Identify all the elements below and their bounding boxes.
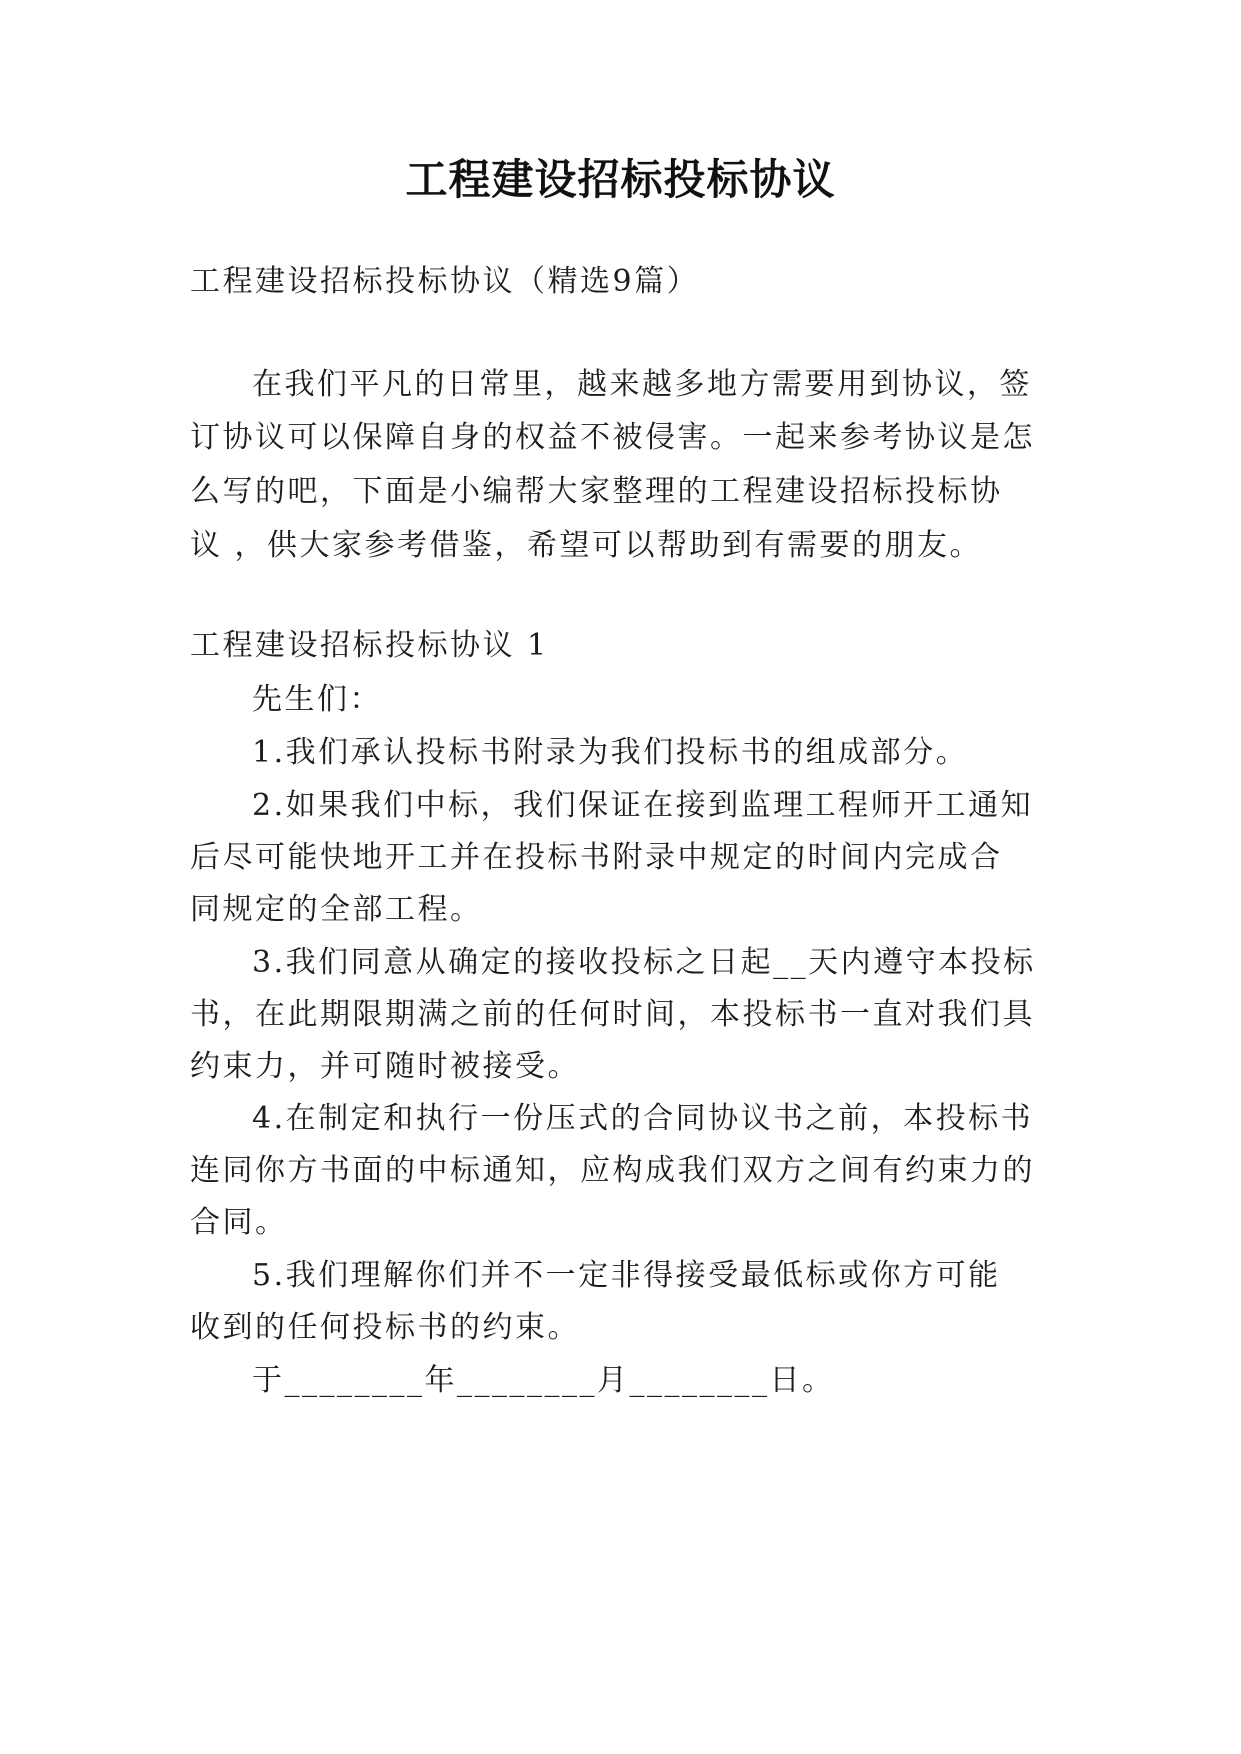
intro-line-3: 么写的吧，下面是小编帮大家整理的工程建设招标投标协 — [190, 474, 1003, 509]
intro-line-2: 订协议可以保障自身的权益不被侵害。一起来参考协议是怎 — [190, 420, 1035, 455]
item-2-line-1: 2.如果我们中标，我们保证在接到监理工程师开工通知 — [252, 788, 1034, 823]
intro-line-4: 议 ，供大家参考借鉴，希望可以帮助到有需要的朋友。 — [190, 528, 983, 563]
item-4-line-1: 4.在制定和执行一份压式的合同协议书之前，本投标书 — [252, 1101, 1034, 1136]
item-2-line-2: 后尽可能快地开工并在投标书附录中规定的时间内完成合 — [190, 840, 1003, 875]
salutation: 先生们： — [252, 682, 382, 717]
item-4-line-3: 合同。 — [190, 1205, 288, 1240]
item-3-line-3: 约束力，并可随时被接受。 — [190, 1049, 580, 1084]
intro-line-1: 在我们平凡的日常里，越来越多地方需要用到协议，签 — [252, 367, 1032, 402]
date-line: 于________年________月________日。 — [252, 1363, 835, 1398]
document-title: 工程建设招标投标协议 — [405, 155, 836, 204]
item-2-line-3: 同规定的全部工程。 — [190, 892, 483, 927]
item-5-line-1: 5.我们理解你们并不一定非得接受最低标或你方可能 — [252, 1258, 1001, 1293]
item-5-line-2: 收到的任何投标书的约束。 — [190, 1310, 580, 1345]
document-subtitle: 工程建设招标投标协议（精选9篇） — [190, 264, 700, 299]
item-3-line-2: 书，在此期限期满之前的任何时间，本投标书一直对我们具 — [190, 997, 1035, 1032]
item-3-line-1: 3.我们同意从确定的接收投标之日起__天内遵守本投标 — [252, 945, 1036, 980]
item-4-line-2: 连同你方书面的中标通知，应构成我们双方之间有约束力的 — [190, 1153, 1035, 1188]
section-heading: 工程建设招标投标协议 1 — [190, 628, 549, 663]
item-1-line-1: 1.我们承认投标书附录为我们投标书的组成部分。 — [252, 735, 969, 770]
